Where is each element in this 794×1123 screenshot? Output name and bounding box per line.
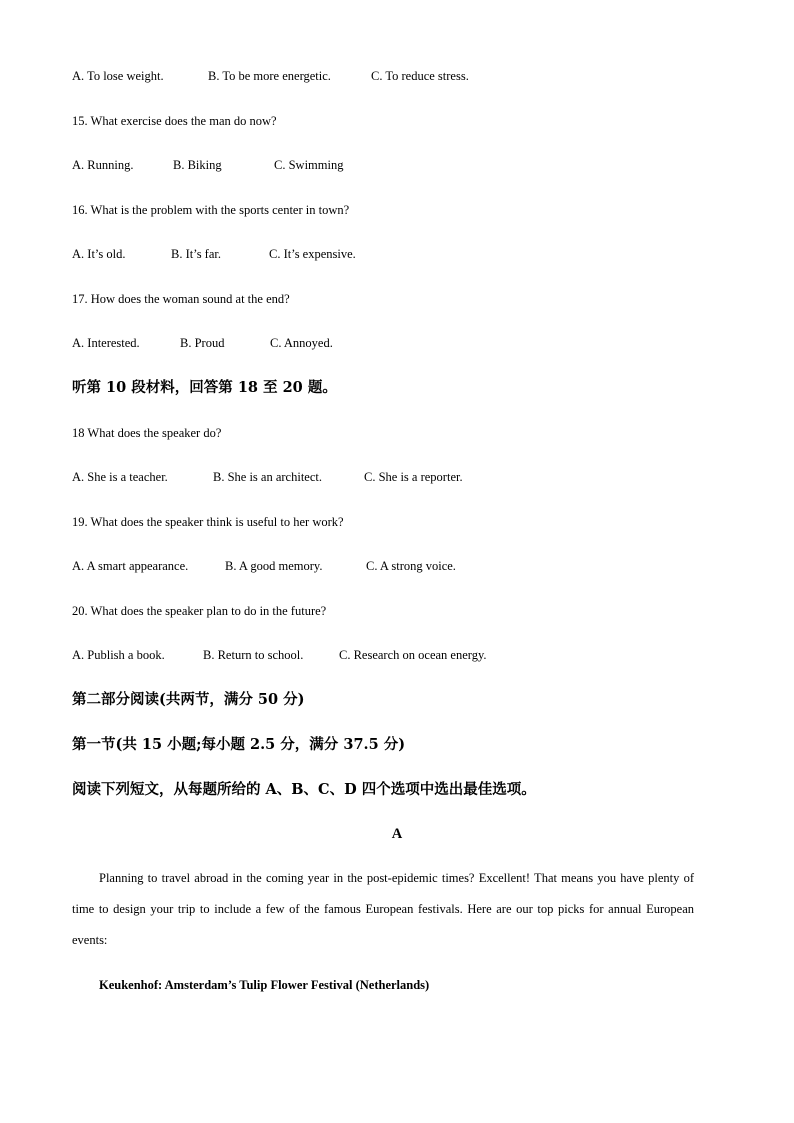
q20-option-a: A. Publish a book.	[72, 648, 165, 662]
q20-option-c: C. Research on ocean energy.	[339, 648, 487, 662]
passage-label: A	[391, 826, 403, 842]
q20-options	[72, 647, 487, 663]
section10-heading: 听第 10 段材料，回答第 18 至 20 题。	[72, 379, 337, 396]
q18-option-c: C. She is a reporter.	[364, 470, 463, 484]
q17-option-a: A. Interested.	[72, 336, 140, 350]
q16-option-c: C. It’s expensive.	[269, 247, 356, 261]
q16-option-b: B. It’s far.	[171, 247, 221, 261]
q19-option-b: B. A good memory.	[225, 559, 323, 573]
reading-instruction: 阅读下列短文，从每题所给的 A、B、C、D 四个选项中选出最佳选项。	[72, 781, 536, 798]
q17-question: 17. How does the woman sound at the end?	[72, 292, 290, 306]
q15-option-c: C. Swimming	[274, 158, 344, 172]
q20-question: 20. What does the speaker plan to do in the future?	[72, 604, 327, 618]
q15-option-a: A. Running.	[72, 158, 134, 172]
q18-question: 18 What does the speaker do?	[72, 426, 222, 440]
q18-option-a: A. She is a teacher.	[72, 470, 168, 484]
q14-options	[72, 68, 469, 84]
q18-options	[72, 469, 463, 485]
q15-options	[72, 157, 343, 173]
q18-option-b: B. She is an architect.	[213, 470, 322, 484]
festival-subheading: Keukenhof: Amsterdam’s Tulip Flower Festival (Netherlands)	[99, 978, 430, 992]
q16-options	[72, 246, 356, 262]
q17-options	[72, 335, 333, 351]
part2-heading: 第二部分阅读(共两节，满分 50 分)	[72, 691, 305, 708]
q17-option-b: B. Proud	[180, 336, 225, 350]
q19-option-a: A. A smart appearance.	[72, 559, 189, 573]
q15-question: 15. What exercise does the man do now?	[72, 114, 277, 128]
q20-option-b: B. Return to school.	[203, 648, 304, 662]
q14-option-b: B. To be more energetic.	[208, 69, 331, 83]
q16-question: 16. What is the problem with the sports center in town?	[72, 203, 350, 217]
q19-option-c: C. A strong voice.	[366, 559, 456, 573]
q14-option-c: C. To reduce stress.	[371, 69, 469, 83]
q16-option-a: A. It’s old.	[72, 247, 126, 261]
q15-option-b: B. Biking	[173, 158, 222, 172]
passage-paragraph: Planning to travel abroad in the coming year in the post-epidemic times? Excellent! That means you have plenty of time to design your trip to include a few of the famous European festivals. Here are our top picks for annual European events:	[72, 871, 694, 947]
q14-option-a: A. To lose weight.	[72, 69, 164, 83]
q19-question: 19. What does the speaker think is useful to her work?	[72, 515, 344, 529]
section1-heading: 第一节(共 15 小题;每小题 2.5 分，满分 37.5 分)	[72, 736, 406, 753]
q17-option-c: C. Annoyed.	[270, 336, 333, 350]
q19-options	[72, 558, 456, 574]
